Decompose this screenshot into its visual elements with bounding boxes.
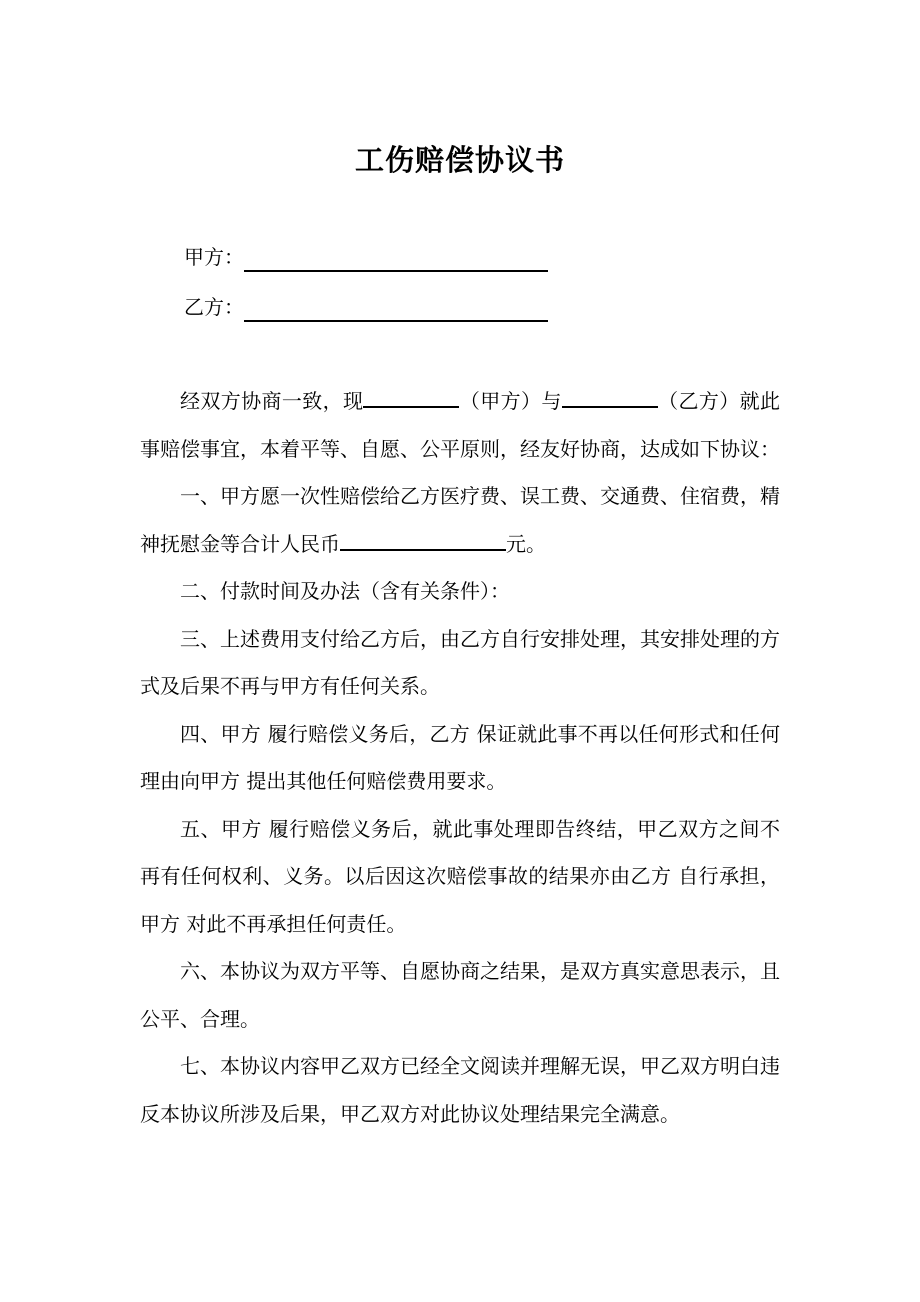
intro-text-1: 经双方协商一致，现 — [180, 389, 364, 413]
party-b-label: 乙方： — [184, 295, 244, 319]
intro-party-b-blank[interactable] — [562, 382, 658, 408]
party-a-row — [184, 242, 548, 272]
clause-6: 六、本协议为双方平等、自愿协商之结果，是双方真实意思表示，且公平、合理。 — [140, 959, 780, 1031]
document-title: 工伤赔偿协议书 — [354, 143, 565, 177]
party-a-label: 甲方： — [184, 245, 244, 269]
party-a-blank[interactable] — [244, 248, 548, 272]
agreement-body — [140, 378, 780, 1138]
amount-blank[interactable] — [340, 525, 506, 551]
clause-1 — [140, 473, 780, 568]
clause-4: 四、甲方 履行赔偿义务后，乙方 保证就此事不再以任何形式和任何理由向甲方 提出其他任何赔偿费用要求。 — [140, 721, 780, 793]
intro-text-3: （乙方）就此事赔偿事宜，本着平等、自愿、公平原则，经友好协商，达成如下协议： — [140, 389, 781, 461]
clause-2: 二、付款时间及办法（含有关条件）： — [180, 579, 510, 603]
clause-7: 七、本协议内容甲乙双方已经全文阅读并理解无误，甲乙双方明白违反本协议所涉及后果，甲乙双方对此协议处理结果完全满意。 — [140, 1054, 780, 1126]
intro-paragraph — [140, 378, 780, 473]
clause-5: 五、甲方 履行赔偿义务后，就此事处理即告终结，甲乙双方之间不再有任何权利、义务。以后因这次赔偿事故的结果亦由乙方 自行承担，甲方 对此不再承担任何责任。 — [140, 816, 780, 936]
clause-3: 三、上述费用支付给乙方后，由乙方自行安排处理，其安排处理的方式及后果不再与甲方有任何关系。 — [140, 626, 780, 698]
party-b-blank[interactable] — [244, 298, 548, 322]
intro-party-a-blank[interactable] — [363, 382, 459, 408]
party-b-row — [184, 292, 548, 322]
clause-1-unit: 元。 — [506, 531, 546, 556]
clause-1-text: 一、甲方愿一次性赔偿给乙方医疗费、误工费、交通费、住宿费，精神抚慰金等合计人民币 — [140, 484, 780, 556]
intro-text-2: （甲方）与 — [459, 389, 562, 413]
